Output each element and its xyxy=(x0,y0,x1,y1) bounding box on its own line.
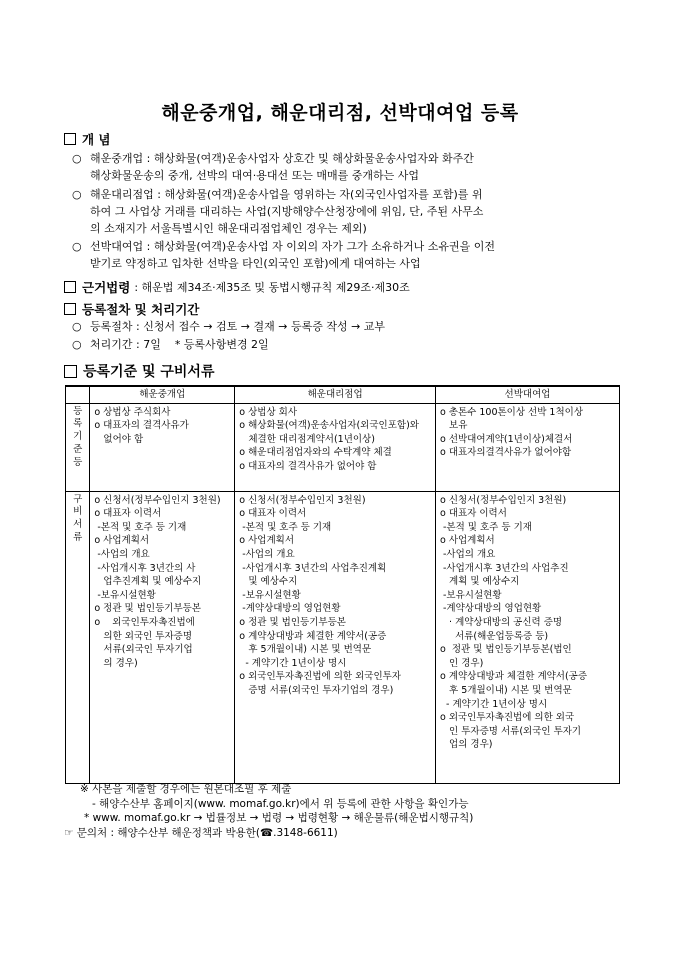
section-concept-title: 개 념 xyxy=(82,132,111,147)
page-title: 해운중개업, 해운대리점, 선박대여업 등록 xyxy=(161,102,519,124)
checkbox-square-icon xyxy=(64,281,76,293)
procedure-item-1 xyxy=(72,318,618,335)
section-law-text: : 해운법 제34조·제35조 및 동법시행규칙 제29조·제30조 xyxy=(134,281,410,294)
circle-bullet-icon: ○ xyxy=(72,320,82,333)
footer-note: ※ 사본을 제출할 경우에는 원본대조필 후 제출 xyxy=(80,783,292,795)
concept-item-3-cont: 받기로 약정하고 입차한 선박을 타인(외국인 포함)에게 대여하는 사업 xyxy=(90,257,421,270)
table-cell: o 총톤수 100톤이상 선박 1척이상 보유 o 선박대여계약(1년이상)체결서 o 대표자의결격사유가 없어야함 xyxy=(435,403,619,491)
section-criteria-title: 등록기준 및 구비서류 xyxy=(83,364,215,380)
circle-bullet-icon: ○ xyxy=(72,152,82,165)
checkbox-square-icon xyxy=(64,303,76,315)
footer-line-2: * www. momaf.go.kr → 법률정보 → 법령 → 법령현황 → 해운물류(해운법시행규칙) xyxy=(84,812,474,824)
criteria-table xyxy=(65,385,620,784)
table-row xyxy=(66,491,620,783)
checkbox-square-icon xyxy=(64,133,76,145)
section-concept-heading xyxy=(64,130,111,148)
checkbox-square-icon xyxy=(64,365,77,378)
table-header-cell: 해운중개업 xyxy=(90,386,235,403)
circle-bullet-icon: ○ xyxy=(72,338,82,351)
concept-item-3 xyxy=(72,238,618,272)
table-row xyxy=(66,403,620,491)
row-label: 등 록 기 준 등 xyxy=(66,403,90,491)
concept-item-2 xyxy=(72,186,618,237)
table-cell: o 상법상 회사 o 해상화물(여객)운송사업자(외국인포함)와 체결한 대리점계약서(1년이상) o 해운대리점업자와의 수탁계약 체결 o 대표자의 결격사유가 없어야 함 xyxy=(235,403,436,491)
procedure-item-2 xyxy=(72,336,618,353)
concept-item-3-text: 선박대여업 : 해상화물(여객)운송사업 자 이외의 자가 그가 소유하거나 소유권을 이전 xyxy=(90,240,496,253)
footer-contact: ☞ 문의처 : 해양수산부 해운정책과 박용한(☎.3148-6611) xyxy=(64,827,338,839)
procedure-item-1-text: 등록절차 : 신청서 접수 → 검토 → 결재 → 등록증 작성 → 교부 xyxy=(90,320,386,333)
concept-item-2-text: 해운대리점업 : 해상화물(여객)운송사업을 영위하는 자(외국인사업자를 포함)를 위 xyxy=(90,188,483,201)
concept-item-1 xyxy=(72,150,618,184)
section-procedure-title: 등록절차 및 처리기간 xyxy=(82,302,200,317)
table-cell: o 상법상 주식회사 o 대표자의 결격사유가 없어야 함 xyxy=(90,403,235,491)
table-header-cell: 해운대리점업 xyxy=(235,386,436,403)
table-cell: o 신청서(정부수입인지 3천원) o 대표자 이력서 -본적 및 호주 등 기재 o 사업계획서 -사업의 개요 -사업개시후 3년간의 사업추진 계획 및 예상수지 -보유시설현황 -계약상대방의 영업현황 · 계약상대방의 공신력 증명 서류(해운업등록증 등) o 정관 및 법인등기부등본(법인 인 경우) o 계약상대방과 체결한 계약서(공증 후 5개월이내) 시본 및 번역문 - 계약기간 1년이상 명시 o 외국인투자촉진법에 의한 외국 인 투자증명 서류(외국인 투자기 업의 경우) xyxy=(435,491,619,783)
section-criteria-heading xyxy=(64,361,214,381)
section-procedure-heading xyxy=(64,300,199,318)
concept-item-1-text: 해운중개업 : 해상화물(여객)운송사업자 상호간 및 해상화물운송사업자와 화주간 xyxy=(90,152,474,165)
table-header-corner xyxy=(66,386,90,403)
circle-bullet-icon: ○ xyxy=(72,188,82,201)
procedure-item-2-text: 처리기간 : 7일 * 등록사항변경 2일 xyxy=(90,338,269,351)
concept-item-2-cont-2: 의 소재지가 서울특별시인 해운대리점업체인 경우는 제외) xyxy=(90,222,367,235)
row-label: 구 비 서 류 xyxy=(66,491,90,783)
table-header-row xyxy=(66,386,620,403)
section-law-heading xyxy=(64,278,410,296)
concept-item-2-cont-1: 하여 그 사업상 거래를 대리하는 사업(지방해양수산청장에에 위임, 단, 주된 사무소 xyxy=(90,205,484,218)
footer-line-1: - 해양수산부 홈페이지(www. momaf.go.kr)에서 위 등록에 관한 사항을 확인가능 xyxy=(92,798,469,810)
table-header-cell: 선박대여업 xyxy=(435,386,619,403)
table-cell: o 신청서(정부수입인지 3천원) o 대표자 이력서 -본적 및 호주 등 기재 o 사업계획서 -사업의 개요 -사업개시후 3년간의 사 업추진계획 및 예상수지 -보유시설현황 o 정관 및 법인등기부등본 o 외국인투자촉진법에 의한 외국인 투자증명 서류(외국인 투자기업 의 경우) xyxy=(90,491,235,783)
concept-item-1-cont: 해상화물운송의 중개, 선박의 대여·용대선 또는 매매를 중개하는 사업 xyxy=(90,169,419,182)
circle-bullet-icon: ○ xyxy=(72,240,82,253)
table-cell: o 신청서(정부수입인지 3천원) o 대표자 이력서 -본적 및 호주 등 기재 o 사업계획서 -사업의 개요 -사업개시후 3년간의 사업추진계획 및 예상수지 -보유시설현황 -계약상대방의 영업현황 o 정관 및 법인등기부등본 o 계약상대방과 체결한 계약서(공증 후 5개월이내) 시본 및 번역문 - 계약기간 1년이상 명시 o 외국인투자촉진법에 의한 외국인투자 증명 서류(외국인 투자기업의 경우) xyxy=(235,491,436,783)
section-law-title: 근거법령 xyxy=(82,280,131,295)
